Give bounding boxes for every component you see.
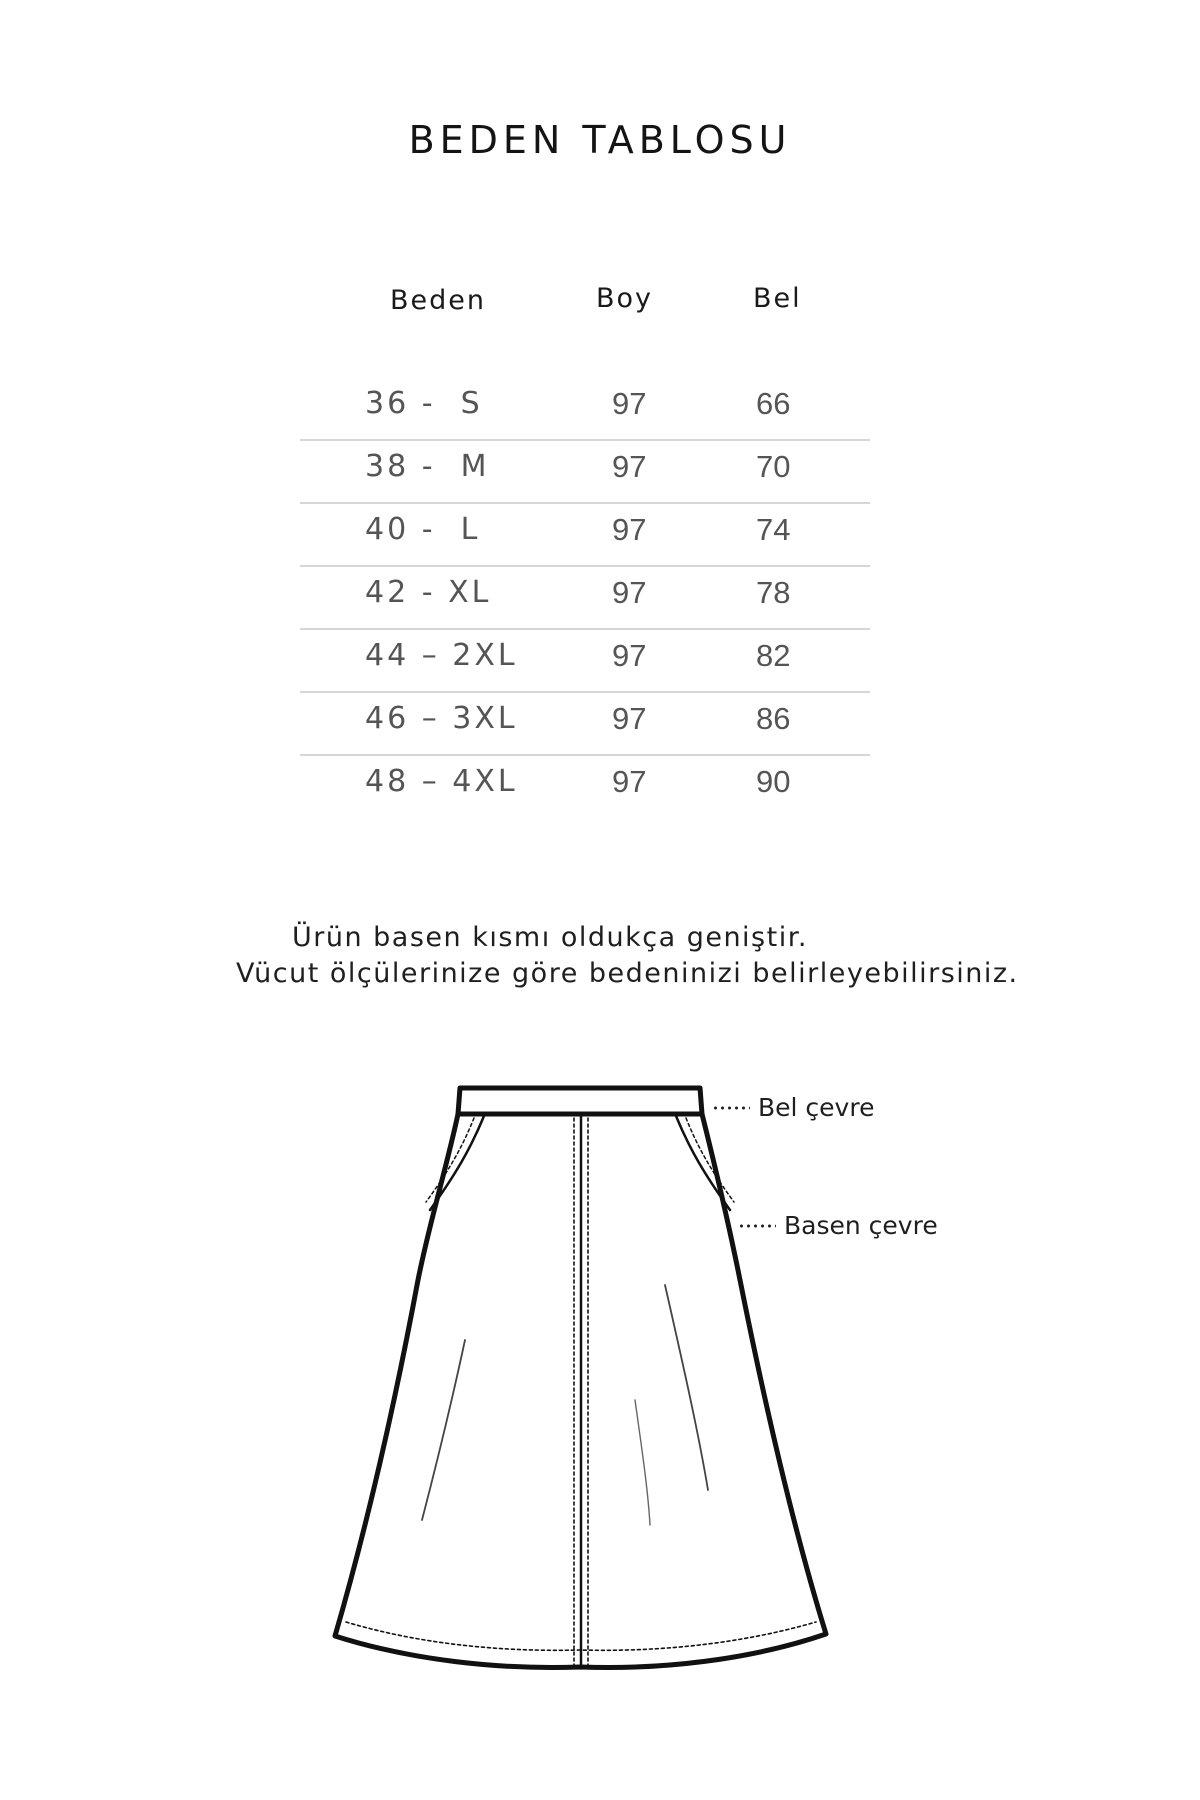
size-cell: 46 – 3XL: [365, 701, 518, 736]
size-cell: 40 - L: [365, 512, 481, 547]
waistband-outline: [458, 1088, 702, 1114]
bel-cell: 82: [756, 638, 791, 673]
dotted-leader-icon: [712, 1106, 750, 1110]
table-row: [300, 756, 870, 819]
waist-callout: [712, 1093, 874, 1122]
page-title: BEDEN TABLOSU: [408, 118, 792, 162]
dotted-leader-icon: [738, 1224, 776, 1228]
bel-cell: 66: [756, 386, 791, 421]
bel-cell: 70: [756, 449, 791, 484]
skirt-line-drawing-icon: [330, 1070, 930, 1690]
column-header-boy: Boy: [596, 283, 654, 314]
column-header-bel: Bel: [753, 283, 802, 314]
size-cell: 38 - M: [365, 449, 490, 484]
bel-cell: 86: [756, 701, 791, 736]
boy-cell: 97: [612, 638, 647, 673]
boy-cell: 97: [612, 386, 647, 421]
fit-note-line-1: Ürün basen kısmı oldukça geniştir.: [292, 922, 808, 953]
boy-cell: 97: [612, 764, 647, 799]
size-cell: 36 - S: [365, 386, 483, 421]
size-cell: 48 – 4XL: [365, 764, 518, 799]
fit-note-line-2: Vücut ölçülerinize göre bedeninizi belirleyebilirsiniz.: [236, 958, 1019, 989]
table-row: [300, 504, 870, 567]
boy-cell: 97: [612, 449, 647, 484]
size-cell: 44 – 2XL: [365, 638, 518, 673]
table-row: [300, 630, 870, 693]
boy-cell: 97: [612, 701, 647, 736]
table-row: [300, 693, 870, 756]
bel-cell: 78: [756, 575, 791, 610]
waist-label: Bel çevre: [758, 1093, 875, 1122]
table-row: [300, 567, 870, 630]
table-row: [300, 378, 870, 441]
hip-label: Basen çevre: [784, 1211, 938, 1240]
bel-cell: 74: [756, 512, 791, 547]
bel-cell: 90: [756, 764, 791, 799]
boy-cell: 97: [612, 512, 647, 547]
size-rows: [300, 378, 870, 819]
size-cell: 42 - XL: [365, 575, 492, 610]
hip-callout: [738, 1211, 938, 1240]
column-header-beden: Beden: [390, 285, 486, 316]
boy-cell: 97: [612, 575, 647, 610]
table-row: [300, 441, 870, 504]
